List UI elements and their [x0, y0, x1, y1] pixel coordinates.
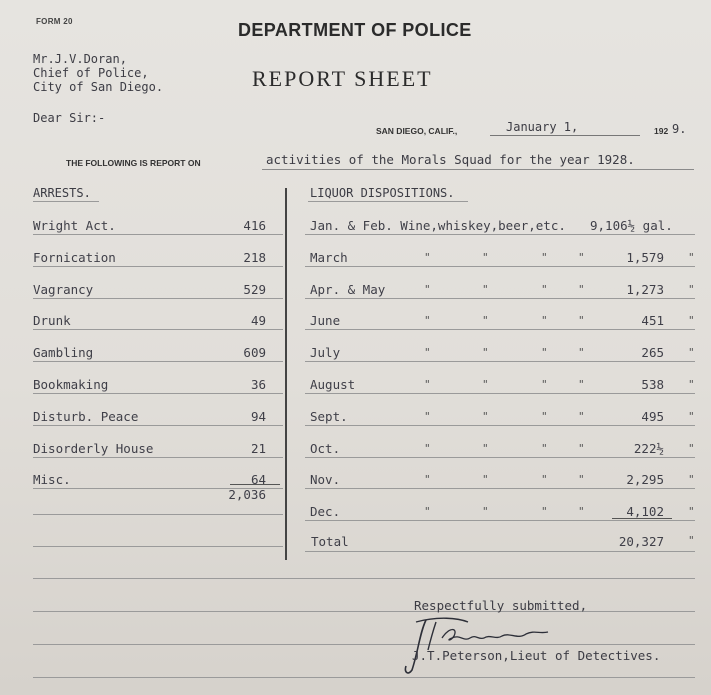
arrest-label: Vagrancy	[33, 282, 94, 297]
ruled-line	[33, 578, 695, 579]
ruled-line	[33, 329, 283, 330]
ditto-mark: "	[424, 346, 431, 359]
ruled-line	[305, 266, 695, 267]
arrest-label: Gambling	[33, 345, 94, 360]
ruled-line	[33, 514, 283, 515]
ditto-mark: "	[482, 505, 489, 518]
ditto-mark: "	[541, 378, 548, 391]
ditto-mark: "	[688, 442, 695, 455]
ditto-mark: "	[688, 505, 695, 518]
arrests-sum-line	[230, 484, 280, 485]
recipient-address	[33, 52, 163, 94]
ditto-mark: "	[541, 505, 548, 518]
ditto-mark: "	[541, 251, 548, 264]
liquor-heading: LIQUOR DISPOSITIONS.	[310, 186, 455, 200]
arrest-label: Bookmaking	[33, 377, 109, 392]
liquor-label: Jan. & Feb. Wine,whiskey,beer,etc.	[310, 218, 566, 233]
ditto-mark: "	[482, 283, 489, 296]
liquor-value: 2,295	[626, 472, 664, 487]
liquor-value: 495	[641, 409, 664, 424]
report-subject: activities of the Morals Squad for the year 1928.	[266, 152, 635, 167]
ruled-line	[305, 457, 695, 458]
ditto-mark: "	[578, 410, 585, 423]
arrest-value: 94	[250, 409, 266, 424]
arrest-label: Drunk	[33, 313, 71, 328]
ditto-mark: "	[688, 314, 695, 327]
signer-name: J.T.Peterson,Lieut of Detectives.	[412, 648, 661, 663]
ditto-mark: "	[424, 251, 431, 264]
ditto-mark: "	[688, 346, 695, 359]
ruled-line	[33, 644, 695, 645]
liquor-total-value: 20,327	[618, 534, 664, 549]
arrest-label: Fornication	[33, 250, 116, 265]
ditto-mark: "	[541, 442, 548, 455]
liquor-heading-underline	[308, 201, 468, 202]
dateline-city: SAN DIEGO, CALIF.,	[376, 126, 458, 136]
ditto-mark: "	[424, 314, 431, 327]
ruled-line	[33, 234, 283, 235]
ditto-mark: "	[424, 442, 431, 455]
ditto-mark: "	[578, 346, 585, 359]
arrests-heading: ARRESTS.	[33, 186, 91, 200]
dateline-date: January 1,	[506, 120, 579, 134]
liquor-label: Dec.	[310, 504, 341, 519]
ruled-line	[33, 425, 283, 426]
arrest-value: 416	[243, 218, 266, 233]
arrest-value: 64	[250, 472, 266, 487]
ditto-mark: "	[482, 314, 489, 327]
liquor-label: Sept.	[310, 409, 348, 424]
liquor-label: Oct.	[310, 441, 341, 456]
arrest-label: Wright Act.	[33, 218, 116, 233]
arrest-label: Misc.	[33, 472, 71, 487]
liquor-value: 4,102	[626, 504, 664, 519]
ditto-mark: "	[578, 283, 585, 296]
ditto-mark: "	[578, 314, 585, 327]
date-underline	[490, 135, 640, 136]
liquor-value: 451	[641, 313, 664, 328]
arrest-label: Disorderly House	[33, 441, 154, 456]
ditto-mark: "	[482, 442, 489, 455]
ruled-line	[33, 677, 695, 678]
ditto-mark: "	[541, 314, 548, 327]
address-line-3: City of San Diego.	[33, 80, 164, 94]
liquor-value: 222½	[633, 441, 664, 456]
ruled-line	[33, 266, 283, 267]
salutation: Dear Sir:-	[33, 111, 106, 125]
ditto-mark: "	[424, 410, 431, 423]
ditto-mark: "	[541, 283, 548, 296]
ditto-mark: "	[424, 473, 431, 486]
arrest-value: 529	[243, 282, 266, 297]
arrests-heading-underline	[33, 201, 99, 202]
liquor-label: June	[310, 313, 341, 328]
liquor-value: 1,273	[626, 282, 664, 297]
ruled-line	[33, 457, 283, 458]
address-line-1: Mr.J.V.Doran,	[33, 52, 127, 66]
form-number: FORM 20	[36, 17, 73, 26]
liquor-label: March	[310, 250, 348, 265]
liquor-label: Apr. & May	[310, 282, 386, 297]
ditto-mark: "	[541, 473, 548, 486]
closing-text: Respectfully submitted,	[414, 598, 588, 613]
arrest-label: Disturb. Peace	[33, 409, 139, 424]
liquor-label: Nov.	[310, 472, 341, 487]
ditto-mark: "	[482, 473, 489, 486]
ruled-line	[305, 234, 695, 235]
ruled-line	[33, 393, 283, 394]
ditto-mark: "	[541, 346, 548, 359]
handwritten-signature	[398, 612, 568, 682]
liquor-value: 1,579	[626, 250, 664, 265]
arrest-value: 49	[250, 313, 266, 328]
liquor-label: July	[310, 345, 341, 360]
ditto-mark: "	[688, 534, 695, 547]
arrest-value: 609	[243, 345, 266, 360]
ditto-mark: "	[482, 251, 489, 264]
ditto-mark: "	[482, 346, 489, 359]
ditto-mark: "	[578, 505, 585, 518]
ditto-mark: "	[578, 251, 585, 264]
ruled-line	[305, 298, 695, 299]
ditto-mark: "	[482, 378, 489, 391]
arrest-value: 36	[250, 377, 266, 392]
ditto-mark: "	[578, 378, 585, 391]
dateline-year-prefix: 192	[654, 126, 669, 136]
liquor-value: 265	[641, 345, 664, 360]
ditto-mark: "	[578, 473, 585, 486]
ruled-line	[305, 551, 695, 552]
report-subject-prefix: THE FOLLOWING IS REPORT ON	[66, 158, 201, 168]
document-title: REPORT SHEET	[252, 66, 433, 91]
ditto-mark: "	[688, 283, 695, 296]
liquor-value: 538	[641, 377, 664, 392]
address-line-2: Chief of Police,	[33, 66, 149, 80]
liquor-label: August	[310, 377, 356, 392]
liquor-total-label: Total	[311, 534, 349, 549]
liquor-sum-line	[612, 518, 672, 519]
ditto-mark: "	[688, 410, 695, 423]
ditto-mark: "	[424, 378, 431, 391]
ditto-mark: "	[482, 410, 489, 423]
ruled-line	[305, 361, 695, 362]
arrests-total: 2,036	[228, 487, 266, 502]
ditto-mark: "	[424, 505, 431, 518]
ruled-line	[33, 361, 283, 362]
subject-underline	[262, 169, 694, 170]
ditto-mark: "	[424, 283, 431, 296]
ditto-mark: "	[688, 251, 695, 264]
ruled-line	[305, 520, 695, 521]
ruled-line	[305, 393, 695, 394]
ditto-mark: "	[541, 410, 548, 423]
ruled-line	[33, 298, 283, 299]
ruled-line	[305, 425, 695, 426]
arrest-value: 218	[243, 250, 266, 265]
ditto-mark: "	[688, 473, 695, 486]
dateline-year-suffix: 9.	[672, 122, 687, 136]
ditto-mark: "	[578, 442, 585, 455]
ruled-line	[305, 329, 695, 330]
department-heading: DEPARTMENT OF POLICE	[238, 20, 472, 40]
arrest-value: 21	[250, 441, 266, 456]
ruled-line	[33, 546, 283, 547]
ruled-line	[305, 488, 695, 489]
liquor-value: 9,106½ gal.	[590, 218, 673, 233]
ruled-line	[33, 611, 695, 612]
ditto-mark: "	[688, 378, 695, 391]
column-divider	[285, 188, 287, 560]
